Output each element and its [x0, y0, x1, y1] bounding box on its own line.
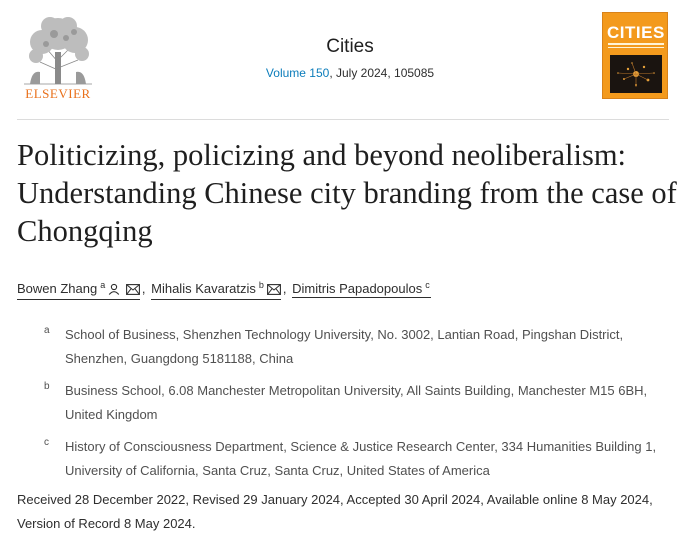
publication-history: Received 28 December 2022, Revised 29 January 2024, Accepted 30 April 2024, Available online 8 May 2024, Version of Record 8 May 2024.	[17, 492, 653, 531]
affiliation-text: History of Consciousness Department, Science & Justice Research Center, 334 Humanities Building 1, University of California, Santa Cruz, Santa Cruz, United States of America	[65, 439, 657, 478]
journal-info	[200, 36, 500, 80]
envelope-icon[interactable]	[267, 283, 281, 298]
header-divider	[17, 119, 669, 120]
affiliation-item	[44, 379, 669, 427]
volume-link[interactable]: Volume 150	[265, 66, 330, 80]
author-link[interactable]	[17, 280, 140, 300]
author-list	[17, 280, 677, 300]
affiliation-item	[44, 323, 669, 371]
affiliation-text: Business School, 6.08 Manchester Metropolitan University, All Saints Building, Manchester M15 6BH, United Kingdom	[65, 383, 648, 422]
publisher-name: ELSEVIER	[25, 86, 91, 101]
issue-details: , July 2024, 105085	[329, 66, 435, 80]
person-icon[interactable]	[108, 283, 120, 298]
author-name: Mihalis Kavaratzis	[151, 281, 256, 296]
article-header	[0, 0, 693, 120]
cover-title: CITIES	[607, 23, 665, 42]
article-title: Politicizing, policizing and beyond neoliberalism: Understanding Chinese city branding from the case of Chongqing	[17, 138, 677, 248]
affiliation-text: School of Business, Shenzhen Technology University, No. 3002, Lantian Road, Pingshan District, Shenzhen, Guangdong 5181188, China	[65, 327, 624, 366]
author-name: Bowen Zhang	[17, 281, 98, 296]
author-affiliation-marker: a	[100, 280, 106, 290]
affiliation-item	[44, 435, 669, 483]
author-name: Dimitris Papadopoulos	[292, 281, 423, 296]
affiliation-marker: b	[44, 381, 50, 392]
cover-city-lights-image	[610, 55, 662, 93]
author-separator: ,	[141, 281, 146, 296]
author-link[interactable]	[292, 280, 431, 298]
cover-subtitle-lines	[608, 43, 664, 51]
author-affiliation-marker: b	[258, 280, 264, 290]
author-link[interactable]	[151, 280, 281, 300]
affiliation-list	[44, 323, 669, 491]
envelope-icon[interactable]	[126, 283, 140, 298]
author-separator: ,	[282, 281, 287, 296]
journal-title[interactable]: Cities	[326, 36, 374, 57]
affiliation-marker: a	[44, 325, 50, 336]
affiliation-marker: c	[44, 437, 49, 448]
journal-issue-info	[200, 66, 500, 80]
author-affiliation-marker: c	[425, 280, 430, 290]
journal-cover[interactable]	[602, 12, 668, 99]
